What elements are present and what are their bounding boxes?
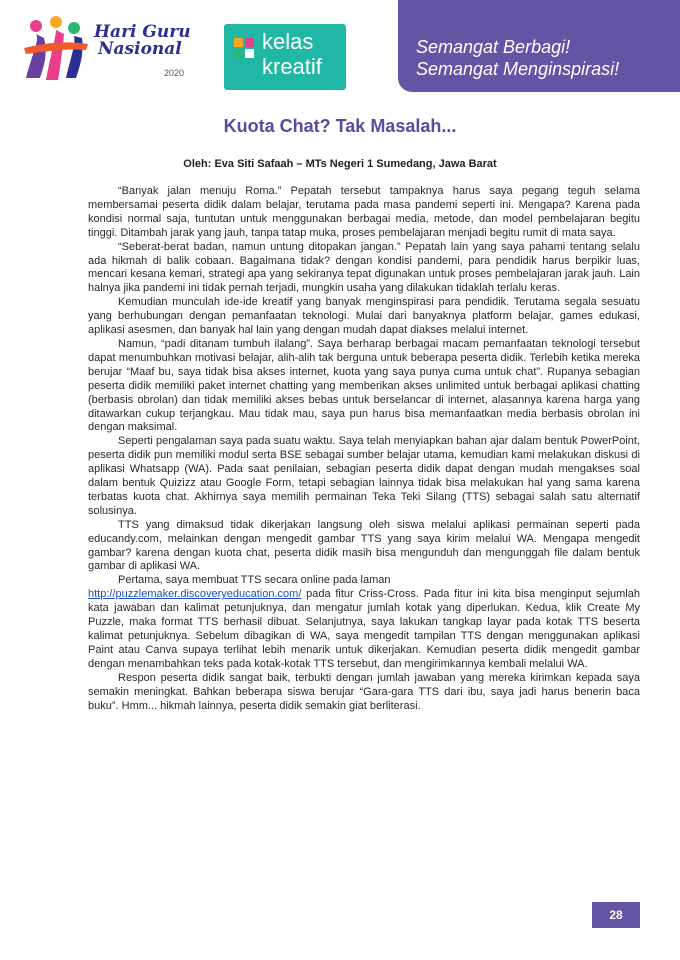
paragraph: Namun, “padi ditanam tumbuh ilalang”. Saya berharap berbagai macam pemanfaatan teknologi tersebut dapat menumbuhkan motivasi belajar, alih-alih tak berguna untuk beberapa peserta didik. Terlebih ketika mereka berujar “Maaf bu, saya tidak bisa akses internet, kuota yang saya punya cuma untuk chat”. Rupanya sebagian peserta didik memiliki paket internet chatting yang memberikan akses unlimited untuk berbagai aplikasi chatting (berbasis obrolan) dan tidak memiliki akses bebas untuk berselancar di internet, alasannya karena harga yang ditawarkan cukup terjangkau. Mau tidak mau, saya pun harus bisa memanfaatkan media berbasis obrolan ini dengan maksimal. (88, 337, 640, 434)
kelas-kreatif-line1: kelas (262, 29, 314, 54)
paragraph-with-link (88, 574, 640, 671)
tagline-line2: Semangat Menginspirasi! (416, 59, 620, 79)
tagline-text (416, 36, 619, 80)
kelas-kreatif-icon (232, 36, 256, 60)
kelas-kreatif-line2: kreatif (262, 54, 322, 79)
people-figures-icon (22, 14, 102, 86)
paragraph-intro: Pertama, saya membuat TTS secara online pada laman (118, 574, 391, 587)
hgn-line2: Nasional (98, 39, 182, 59)
kelas-kreatif-logo (224, 24, 346, 90)
hari-guru-nasional-logo (22, 14, 192, 86)
puzzlemaker-link[interactable]: http://puzzlemaker.discoveryeducation.com/ (88, 588, 302, 601)
hgn-title (94, 24, 191, 58)
hgn-year: 2020 (164, 68, 185, 78)
paragraph: “Banyak jalan menuju Roma.” Pepatah tersebut tampaknya harus saya pegang teguh selama membersamai peserta didik dalam belajar, terutama pada masa pandemi seperti ini. Mengapa? Karena pada kondisi normal saja, tuntutan untuk menggunakan berbagai media, metode, dan model pembelajaran begitu tinggi. Ditambah jarak yang jauh, tanpa tatap muka, proses pembelajaran menjadi begitu rumit di mata saya. (88, 185, 640, 239)
paragraph: Respon peserta didik sangat baik, terbukti dengan jumlah jawaban yang mereka kirimkan kepada saya semakin meningkat. Bahkan beberapa siswa berujar “Gara-gara TTS dari ibu, saya jadi harus benerin baca buku”. Hmm... hikmah lainnya, peserta didik semakin giat berliterasi. (88, 671, 640, 712)
paragraph: TTS yang dimaksud tidak dikerjakan langsung oleh siswa melalui aplikasi permainan seperti pada educandy.com, melainkan dengan mengedit gambar TTS yang saya kirim melalui WA. Mengapa mengedit gambar? karena dengan kuota chat, peserta didik masih bisa mengunduh dan mengunggah file dalam bentuk gambar di aplikasi WA. (88, 518, 640, 573)
paragraph-continuation: pada fitur Criss-Cross. Pada fitur ini kita bisa menginput sejumlah kata jawaban dan kalimat petunjuknya, dan mengatur jumlah kotak yang diperlukan. Kedua, klik Create My Puzzle, maka format TTS berhasil dibuat. Selanjutnya, saya lakukan tangkap layar pada kotak TTS beserta kalimat petunjuknya. Sebelum dibagikan di WA, saya mengedit tampilan TTS dengan menggunakan aplikasi Paint atau Canva supaya terlihat lebih menarik untuk dikerjakan. Kemudian peserta didik mengedit gambar dengan menambahkan teks pada kotak-kotak TTS tersebut, dan mengirimkannya kembali melalui WA. (88, 588, 640, 670)
paragraph: Seperti pengalaman saya pada suatu waktu. Saya telah menyiapkan bahan ajar dalam bentuk PowerPoint, peserta didik pun memiliki modul serta BSE sebagai sumber belajar utama, kemudian kami melakukan diskusi di aplikasi Whatsapp (WA). Pada saat penilaian, sebagian peserta didik dapat dengan mudah mengakses soal dalam bentuk Quizizz atau Google Form, tetapi sebagian lainnya tidak bisa melakukan hal yang sama karena terbatas kuota chat. Akhirnya saya memilih permainan Teka Teki Silang (TTS) sebagai salah satu alternatif solusinya. (88, 435, 640, 517)
article-title: Kuota Chat? Tak Masalah... (223, 116, 457, 136)
article-byline: Oleh: Eva Siti Safaah – MTs Negeri 1 Sumedang, Jawa Barat (183, 158, 497, 170)
page-header (0, 0, 680, 100)
hgn-line1: Hari Guru (94, 22, 191, 42)
paragraph: Kemudian munculah ide-ide kreatif yang banyak menginspirasi para pendidik. Terutama segala sesuatu yang berhubungan dengan pemanfaatan teknologi. Mulai dari banyaknya platform belajar, games edukasi, aplikasi asesmen, dan banyak hal lain yang dengan mudah dapat diakses melalui internet. (88, 296, 640, 337)
article-body (88, 185, 640, 713)
tagline-line1: Semangat Berbagi! (416, 37, 571, 57)
page-number: 28 (609, 908, 623, 922)
page-number-box (592, 902, 640, 928)
paragraph: “Seberat-berat badan, namun untung ditopakan jangan.” Pepatah lain yang saya pahami tentang selalu ada hikmah di balik cobaan. Bagaimana tidak? dengan kondisi pandemi, para pendidik harus berpikir luas, mencari kesana kemari, strategi apa yang sekiranya tepat digunakan untuk proses pembelajaran jarak jauh. Lain halnya jika pandemi ini tidak pernah terjadi, mungkin usaha yang dilakukan tidaklah terlalu keras. (88, 240, 640, 295)
tagline-banner (398, 0, 680, 92)
